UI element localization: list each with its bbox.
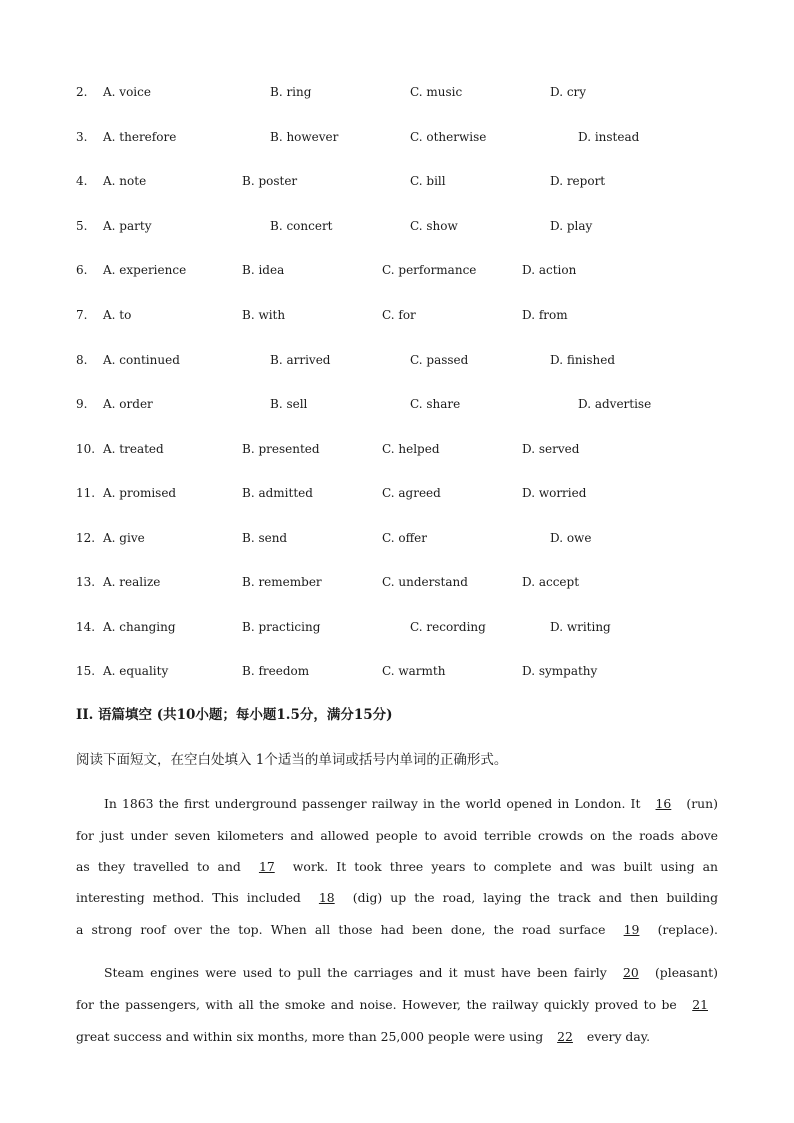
question-row xyxy=(0,572,794,592)
passage-text: (replace). xyxy=(657,922,718,937)
option-d: D. instead xyxy=(578,130,640,144)
option-c: C. share xyxy=(410,397,461,411)
option-c: C. helped xyxy=(382,442,440,456)
option-b: B. freedom xyxy=(242,664,310,678)
section-instructions: 阅读下面短文，在空白处填入 1个适当的单词或括号内单词的正确形式。 xyxy=(76,752,508,768)
option-b: B. sell xyxy=(270,397,308,411)
passage-text: (pleasant) xyxy=(654,965,718,980)
passage-text: In 1863 the first underground passenger railway in the world opened in London. It xyxy=(104,796,641,811)
option-d: D. writing xyxy=(550,620,611,634)
option-d: D. worried xyxy=(522,486,587,500)
passage-text: for just under seven kilometers and allowed people to avoid terrible crowds on the roads above xyxy=(76,828,718,843)
option-d: D. advertise xyxy=(578,397,652,411)
option-c: C. understand xyxy=(382,575,468,589)
option-c: C. passed xyxy=(410,353,469,367)
question-number: 7. xyxy=(76,308,88,322)
question-number: 6. xyxy=(76,263,88,277)
question-number: 9. xyxy=(76,397,88,411)
passage-line xyxy=(76,857,718,877)
passage-text: a strong roof over the top. When all those had been done, the road surface xyxy=(76,922,606,937)
option-a: A. note xyxy=(103,174,147,188)
question-row xyxy=(0,82,794,102)
option-a: A. to xyxy=(103,308,132,322)
option-c: C. recording xyxy=(410,620,486,634)
question-row xyxy=(0,661,794,681)
passage-text: great success and within six months, more than 25,000 people were using xyxy=(76,1029,544,1044)
question-row xyxy=(0,171,794,191)
passage-line xyxy=(76,920,718,940)
question-row xyxy=(0,350,794,370)
question-number: 12. xyxy=(76,531,96,545)
option-d: D. owe xyxy=(550,531,592,545)
option-c: C. offer xyxy=(382,531,427,545)
option-b: B. arrived xyxy=(270,353,331,367)
option-b: B. remember xyxy=(242,575,322,589)
option-d: D. sympathy xyxy=(522,664,598,678)
blank-17: 17 xyxy=(258,859,275,874)
blank-16: 16 xyxy=(655,796,672,811)
option-b: B. concert xyxy=(270,219,333,233)
question-number: 13. xyxy=(76,575,96,589)
question-number: 4. xyxy=(76,174,88,188)
passage-line xyxy=(104,794,718,814)
option-a: A. experience xyxy=(103,263,187,277)
option-b: B. send xyxy=(242,531,288,545)
question-row xyxy=(0,305,794,325)
question-number: 5. xyxy=(76,219,88,233)
option-b: B. idea xyxy=(242,263,285,277)
option-c: C. performance xyxy=(382,263,477,277)
option-a: A. give xyxy=(103,531,145,545)
passage-line xyxy=(76,1027,718,1047)
option-d: D. from xyxy=(522,308,568,322)
option-c: C. otherwise xyxy=(410,130,487,144)
question-number: 3. xyxy=(76,130,88,144)
option-a: A. equality xyxy=(103,664,169,678)
passage-text: (dig) up the road, laying the track and then building xyxy=(352,890,718,905)
option-a: A. changing xyxy=(103,620,176,634)
passage-text: as they travelled to and xyxy=(76,859,241,874)
option-b: B. with xyxy=(242,308,286,322)
option-a: A. party xyxy=(103,219,152,233)
option-b: B. practicing xyxy=(242,620,321,634)
passage-text: for the passengers, with all the smoke and noise. However, the railway quickly proved to be xyxy=(76,997,677,1012)
passage-text: (run) xyxy=(686,796,718,811)
passage-text: every day. xyxy=(586,1029,651,1044)
blank-21: 21 xyxy=(692,997,708,1012)
passage-line xyxy=(76,995,718,1015)
option-d: D. served xyxy=(522,442,580,456)
question-row xyxy=(0,127,794,147)
option-c: C. for xyxy=(382,308,416,322)
passage-text: interesting method. This included xyxy=(76,890,301,905)
question-number: 11. xyxy=(76,486,96,500)
question-number: 10. xyxy=(76,442,96,456)
option-d: D. play xyxy=(550,219,593,233)
question-row xyxy=(0,260,794,280)
question-row xyxy=(0,394,794,414)
question-row xyxy=(0,483,794,503)
question-number: 2. xyxy=(76,85,88,99)
option-b: B. ring xyxy=(270,85,312,99)
option-c: C. music xyxy=(410,85,463,99)
section-title: II. 语篇填空 (共10小题；每小题1.5分，满分15分) xyxy=(76,707,393,723)
option-b: B. however xyxy=(270,130,339,144)
option-c: C. show xyxy=(410,219,458,233)
passage-text: Steam engines were used to pull the carriages and it must have been fairly xyxy=(104,965,607,980)
option-a: A. promised xyxy=(103,486,177,500)
option-b: B. presented xyxy=(242,442,320,456)
option-a: A. therefore xyxy=(103,130,177,144)
option-a: A. realize xyxy=(103,575,161,589)
option-d: D. report xyxy=(550,174,606,188)
question-number: 15. xyxy=(76,664,96,678)
blank-19: 19 xyxy=(623,922,640,937)
blank-20: 20 xyxy=(622,965,639,980)
option-d: D. accept xyxy=(522,575,580,589)
option-a: A. continued xyxy=(103,353,180,367)
question-number: 8. xyxy=(76,353,88,367)
question-row xyxy=(0,528,794,548)
option-a: A. order xyxy=(103,397,153,411)
question-row xyxy=(0,439,794,459)
passage-text: work. It took three years to complete and was built using an xyxy=(292,859,718,874)
option-b: B. admitted xyxy=(242,486,313,500)
option-d: D. finished xyxy=(550,353,616,367)
blank-18: 18 xyxy=(318,890,335,905)
option-c: C. agreed xyxy=(382,486,441,500)
option-a: A. treated xyxy=(103,442,164,456)
passage-line xyxy=(104,963,718,983)
option-b: B. poster xyxy=(242,174,298,188)
option-d: D. action xyxy=(522,263,577,277)
option-c: C. warmth xyxy=(382,664,446,678)
blank-22: 22 xyxy=(557,1029,573,1044)
passage-line xyxy=(76,826,718,846)
question-row xyxy=(0,216,794,236)
question-row xyxy=(0,617,794,637)
option-a: A. voice xyxy=(103,85,151,99)
passage-line xyxy=(76,888,718,908)
option-c: C. bill xyxy=(410,174,446,188)
option-d: D. cry xyxy=(550,85,587,99)
question-number: 14. xyxy=(76,620,96,634)
